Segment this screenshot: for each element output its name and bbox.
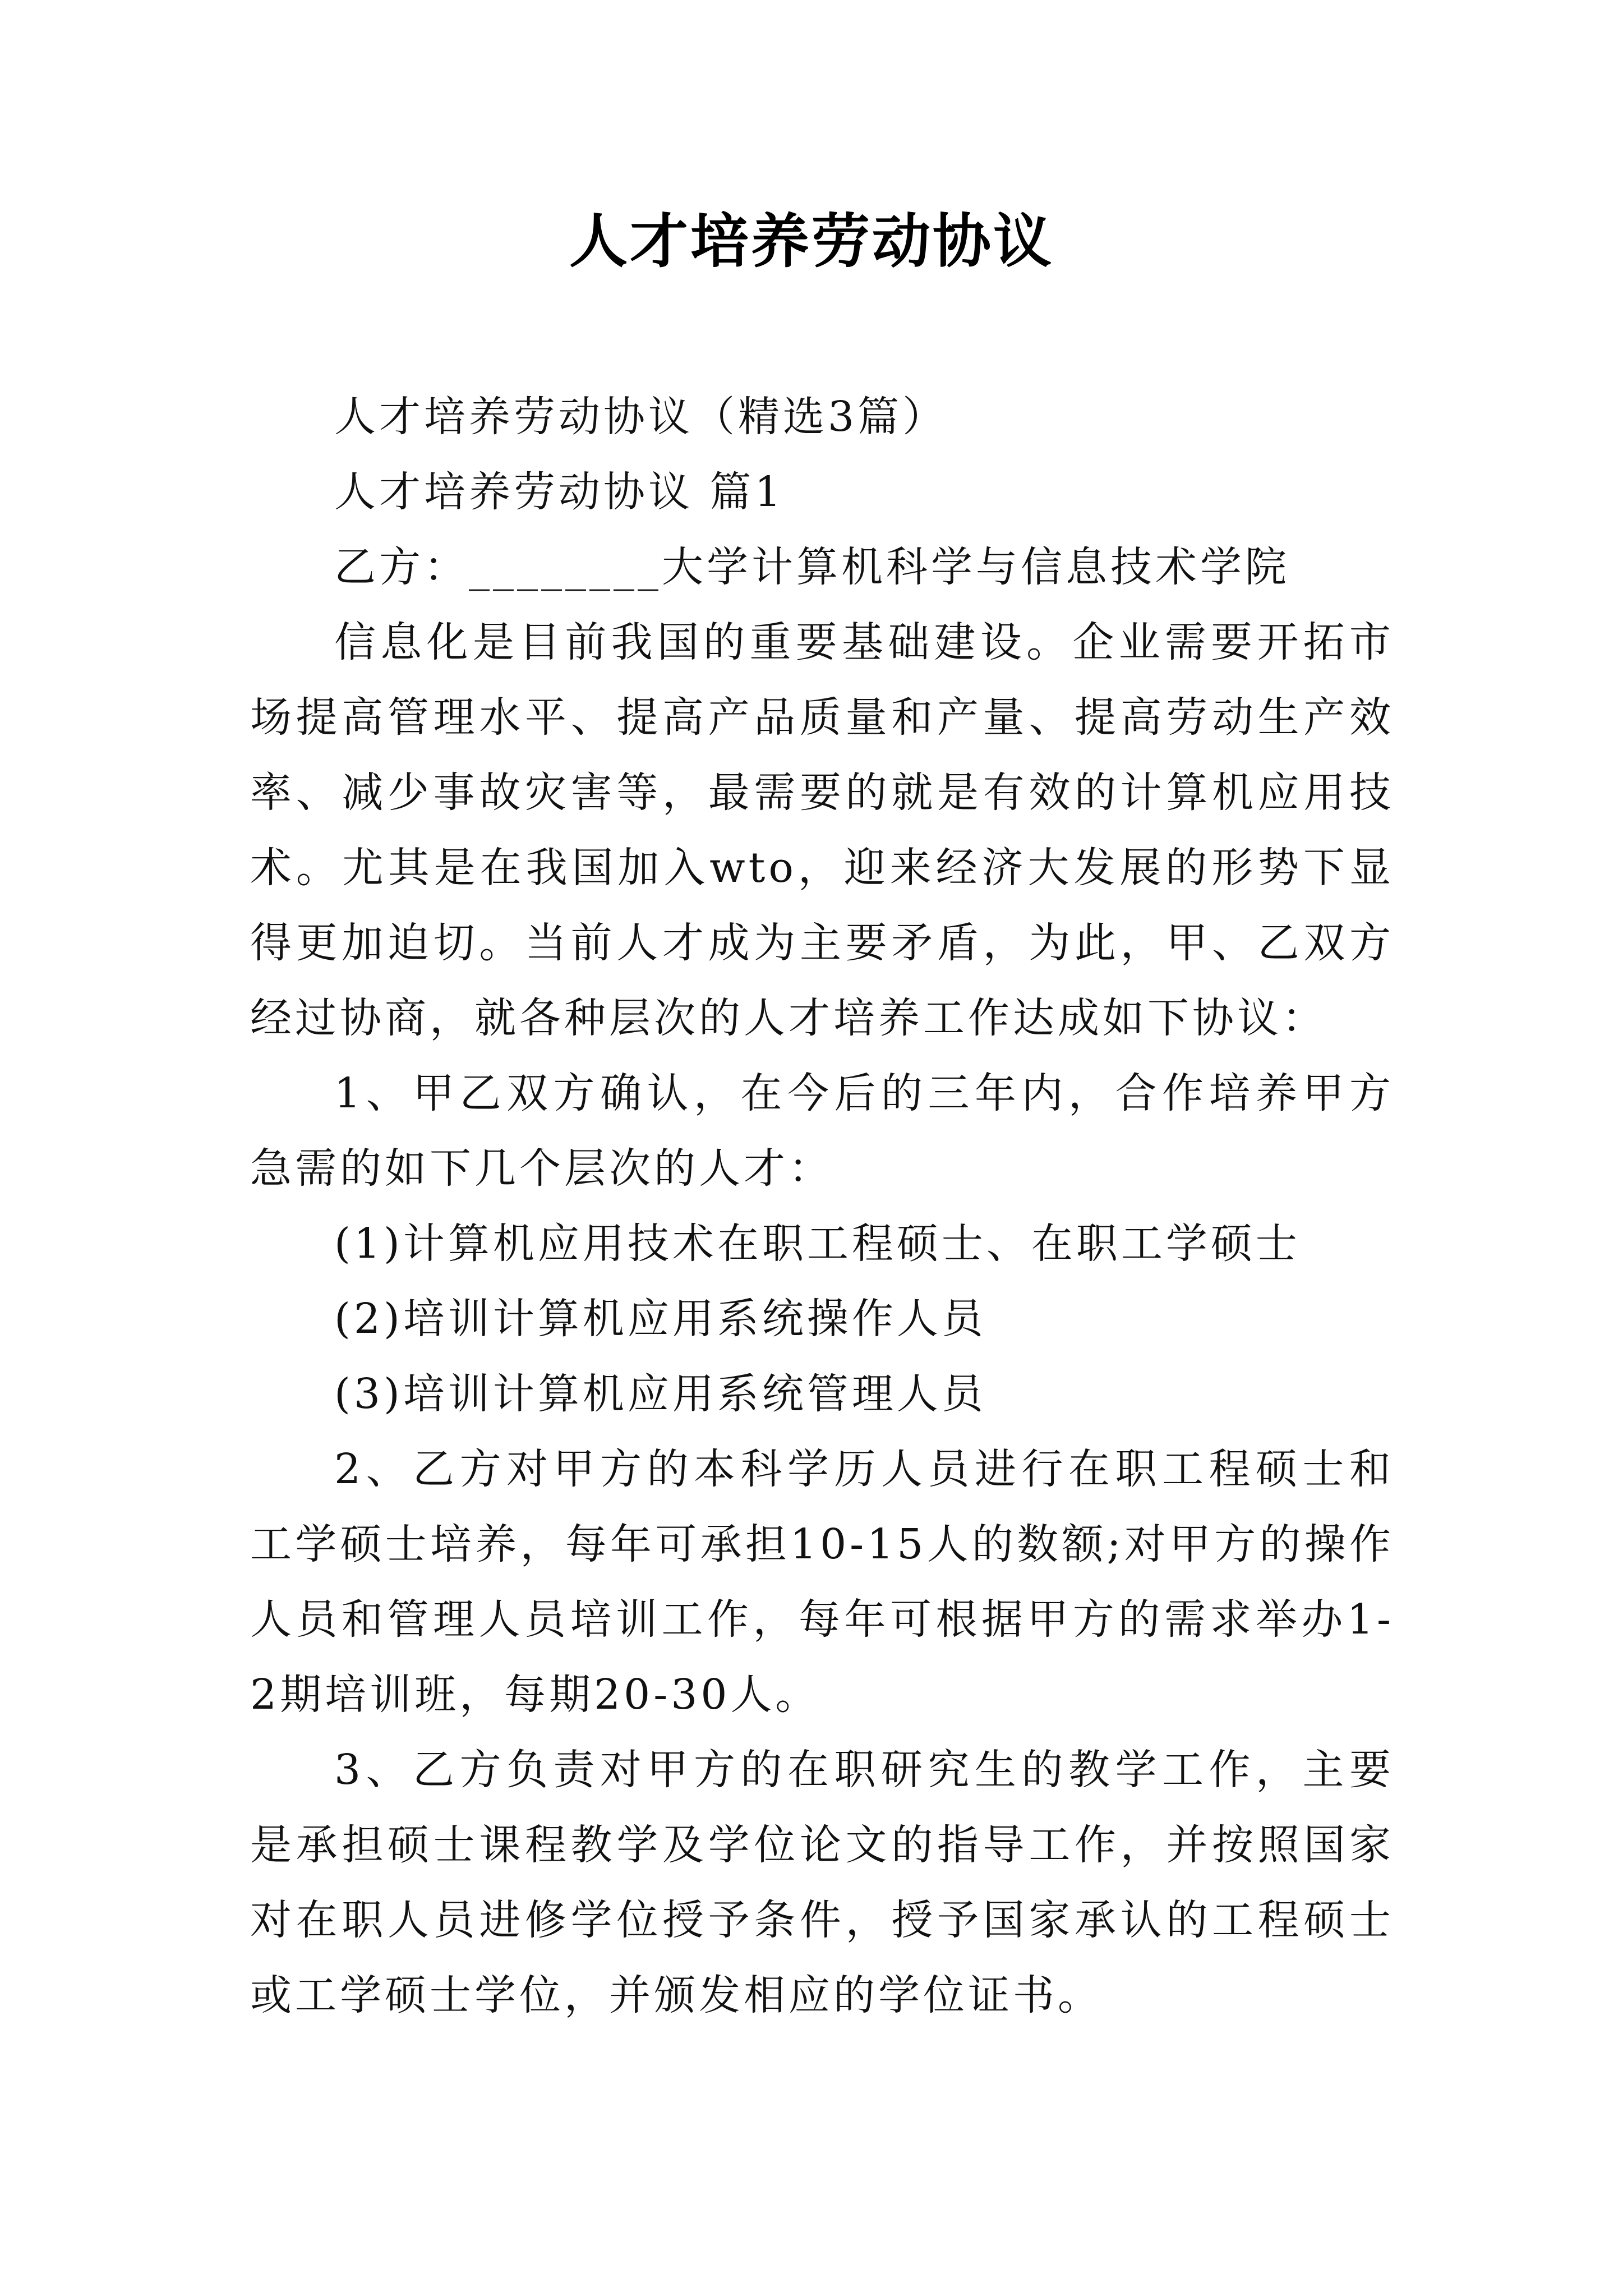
paragraph-section-heading: 人才培养劳动协议 篇1: [334, 468, 785, 516]
paragraph-item-1: (1)计算机应用技术在职工程硕士、在职工学硕士: [334, 1220, 1301, 1268]
paragraph-party-b: 乙方：________大学计算机科学与信息技术学院: [334, 543, 1290, 591]
document-title: 人才培养劳动协议: [569, 207, 1054, 275]
paragraph-item-3: (3)培训计算机应用系统管理人员: [334, 1370, 986, 1418]
paragraph-clause-1: 1、甲乙双方确认，在今后的三年内，合作培养甲方急需的如下几个层次的人才：: [250, 1069, 1394, 1193]
paragraph-clause-3: 3、乙方负责对甲方的在职研究生的教学工作，主要是承担硕士课程教学及学位论文的指导工作，并按照国家对在职人员进修学位授予条件，授予国家承认的工程硕士或工学硕士学位，并颁发相应的学位证书。: [250, 1746, 1394, 2019]
paragraph-subtitle: 人才培养劳动协议（精选3篇）: [334, 393, 948, 441]
paragraph-item-2: (2)培训计算机应用系统操作人员: [334, 1295, 986, 1343]
paragraph-clause-2: 2、乙方对甲方的本科学历人员进行在职工程硕士和工学硕士培养，每年可承担10-15人的数额;对甲方的操作人员和管理人员培训工作，每年可根据甲方的需求举办1-2期培训班，每期20-30人。: [250, 1445, 1394, 1719]
paragraph-intro: 信息化是目前我国的重要基础建设。企业需要开拓市场提高管理水平、提高产品质量和产量、提高劳动生产效率、减少事故灾害等，最需要的就是有效的计算机应用技术。尤其是在我国加入wto，迎来经济大发展的形势下显得更加迫切。当前人才成为主要矛盾，为此，甲、乙双方经过协商，就各种层次的人才培养工作达成如下协议：: [250, 618, 1394, 1042]
document-body: [250, 379, 1394, 2033]
